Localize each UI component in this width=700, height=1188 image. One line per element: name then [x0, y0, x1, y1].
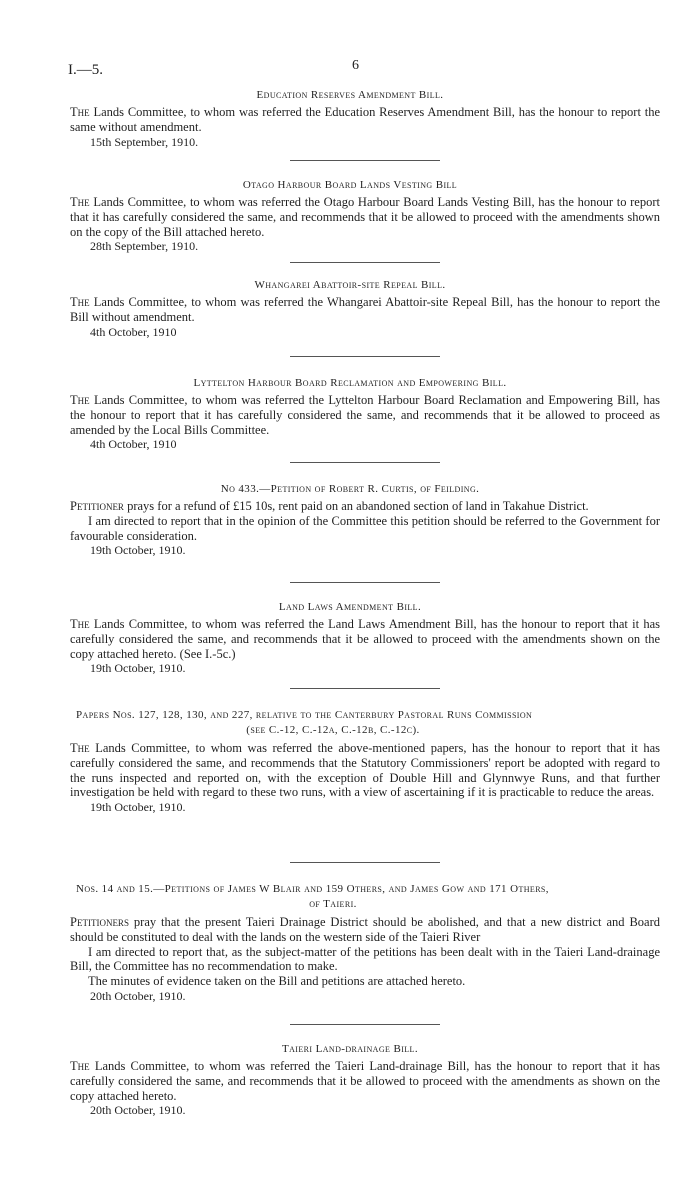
report-section [0, 278, 700, 339]
section-title: Education Reserves Amendment Bill. [256, 89, 444, 101]
report-section [0, 376, 700, 452]
section-date: 19th October, 1910. [90, 543, 186, 558]
section-body: prays for a refund of £15 10s, rent paid on an abandoned section of land in Takahue District. [127, 499, 589, 513]
report-section [0, 88, 700, 149]
section-date: 19th October, 1910. [90, 661, 186, 676]
section-body: Lands Committee, to whom was referred the Land Laws Amendment Bill, has the honour to report that it has carefully considered the same, and recommends that it be allowed to proceed with the amendments shown on the copy attached hereto. (See I.-5c.) [70, 617, 660, 661]
section-body: Lands Committee, to whom was referred the Whangarei Abattoir-site Repeal Bill, has the honour to report the Bill without amendment. [70, 295, 661, 324]
section-date: 20th October, 1910. [90, 1103, 186, 1118]
section-date: 28th September, 1910. [90, 239, 199, 254]
section-date: 4th October, 1910 [90, 324, 177, 339]
section-lead: The [70, 617, 90, 631]
section-divider [290, 356, 440, 357]
section-body: Lands Committee, to whom was referred the Education Reserves Amendment Bill, has the honour to report the same without amendment. [70, 105, 661, 134]
section-lead: The [70, 295, 90, 309]
section-lead: The [70, 393, 90, 407]
report-section [0, 600, 700, 676]
section-title: Taieri Land-drainage Bill. [282, 1043, 418, 1055]
report-section [0, 178, 700, 254]
section-date: 15th September, 1910. [90, 134, 199, 149]
section-body: pray that the present Taieri Drainage District should be abolished, and that a new district and Board should be constituted to deal with the lands on the western side of the Taieri River [70, 915, 661, 944]
section-body-2: I am directed to report that in the opinion of the Committee this petition should be referred to the Government for favourable consideration. [70, 513, 660, 543]
section-body: Lands Committee, to whom was referred the Lyttelton Harbour Board Reclamation and Empowering Bill, has the honour to report that it has carefully considered the same, and recommends that it be allowed to proceed as amended by the Local Bills Committee. [70, 393, 661, 437]
section-divider [290, 262, 440, 263]
section-title: Whangarei Abattoir-site Repeal Bill. [254, 279, 446, 291]
section-title: Nos. 14 and 15.—Petitions of James W Blair and 159 Others, and James Gow and 171 Others, of Taieri. [76, 883, 549, 910]
section-date: 19th October, 1910. [90, 800, 186, 815]
section-date: 20th October, 1910. [90, 988, 186, 1003]
petition-section [0, 882, 700, 1004]
section-lead: Petitioners [70, 915, 129, 929]
section-divider [290, 462, 440, 463]
petitioner-name: James W Blair [227, 883, 301, 895]
section-body-2: I am directed to report that, as the subject-matter of the petitions has been dealt with in the Taieri Land-drainage Bill, the Committee has no recommendation to make. [70, 944, 660, 974]
section-lead: Petitioner [70, 499, 124, 513]
section-date: 4th October, 1910 [90, 437, 177, 452]
section-lead: The [70, 1059, 90, 1073]
section-title: Otago Harbour Board Lands Vesting Bill [242, 179, 458, 191]
section-title: No 433.—Petition of Robert R. Curtis, of Feilding. [220, 483, 480, 495]
section-divider [290, 688, 440, 689]
section-lead: The [70, 195, 90, 209]
petitioner-name: Robert R. Curtis, [328, 483, 418, 495]
petition-section [0, 482, 700, 558]
section-lead: The [70, 741, 90, 755]
papers-section [0, 708, 700, 815]
section-divider [290, 862, 440, 863]
section-divider [290, 160, 440, 161]
section-lead: The [70, 105, 90, 119]
section-divider [290, 1024, 440, 1025]
section-body: Lands Committee, to whom was referred the Taieri Land-drainage Bill, has the honour to report that it has carefully considered the same, and recommends that it be allowed to proceed with the amendments as shown on the copy attached hereto. [70, 1059, 661, 1103]
section-body-3: The minutes of evidence taken on the Bill and petitions are attached hereto. [88, 974, 466, 989]
section-body: Lands Committee, to whom was referred the above-mentioned papers, has the honour to report that it has carefully considered the same, and recommends that the Statutory Commissioners' report be adopted with regard to the runs inspected and reported on, with the exception of Double Hill and Glynnwye Runs, and that further investigation be held with regard to these two runs, with a view of ascertaining if it is practicable to reduce the areas. [70, 741, 661, 800]
section-body: Lands Committee, to whom was referred the Otago Harbour Board Lands Vesting Bill, has the honour to report that it has carefully considered the same, and recommends that it be allowed to proceed with the amendments shown on the copy of the Bill attached hereto. [70, 195, 660, 239]
section-title: Lyttelton Harbour Board Reclamation and Empowering Bill. [193, 377, 507, 389]
document-reference: I.—5. [68, 62, 103, 78]
section-title: Papers Nos. 127, 128, 130, and 227, relative to the Canterbury Pastoral Runs Commission (see C.-12, C.-12a, C.-12b, C.-12c). [76, 709, 533, 736]
report-section [0, 1042, 700, 1118]
section-divider [290, 582, 440, 583]
petitioner-name: James Gow [410, 883, 465, 895]
page-number: 6 [352, 58, 359, 73]
section-title: Land Laws Amendment Bill. [278, 601, 422, 613]
